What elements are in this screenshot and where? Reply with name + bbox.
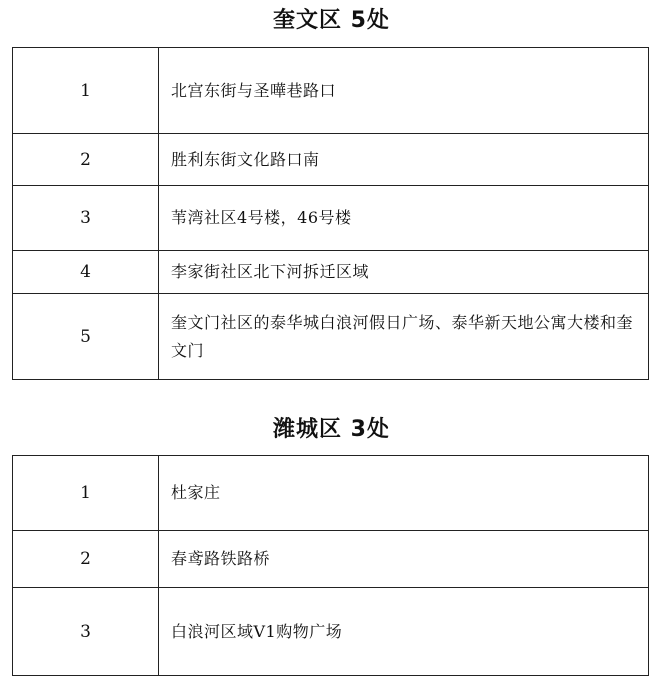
row-number: 1 [13,48,159,134]
row-number: 4 [13,251,159,294]
row-number: 3 [13,186,159,251]
location-cell: 奎文门社区的泰华城白浪河假日广场、泰华新天地公寓大楼和奎文门 [159,294,649,380]
table-row [13,531,649,588]
row-number: 3 [13,588,159,676]
row-number: 5 [13,294,159,380]
location-cell: 胜利东街文化路口南 [159,134,649,186]
location-cell: 白浪河区域V1购物广场 [159,588,649,676]
table-row [13,48,649,134]
table-row [13,294,649,380]
table-row [13,251,649,294]
row-number: 2 [13,531,159,588]
row-number: 2 [13,134,159,186]
table-row [13,456,649,531]
table-row [13,186,649,251]
table-row [13,134,649,186]
table-row [13,588,649,676]
section-title-weicheng: 潍城区 3处 [273,417,390,442]
section-title-kuiwen: 奎文区 5处 [273,8,390,33]
location-cell: 苇湾社区4号楼，46号楼 [159,186,649,251]
location-cell: 李家街社区北下河拆迁区域 [159,251,649,294]
row-number: 1 [13,456,159,531]
location-cell: 杜家庄 [159,456,649,531]
location-table-kuiwen [12,47,649,380]
location-cell: 北宫东街与圣嘩巷路口 [159,48,649,134]
location-table-weicheng [12,455,649,676]
location-cell: 春鸢路铁路桥 [159,531,649,588]
